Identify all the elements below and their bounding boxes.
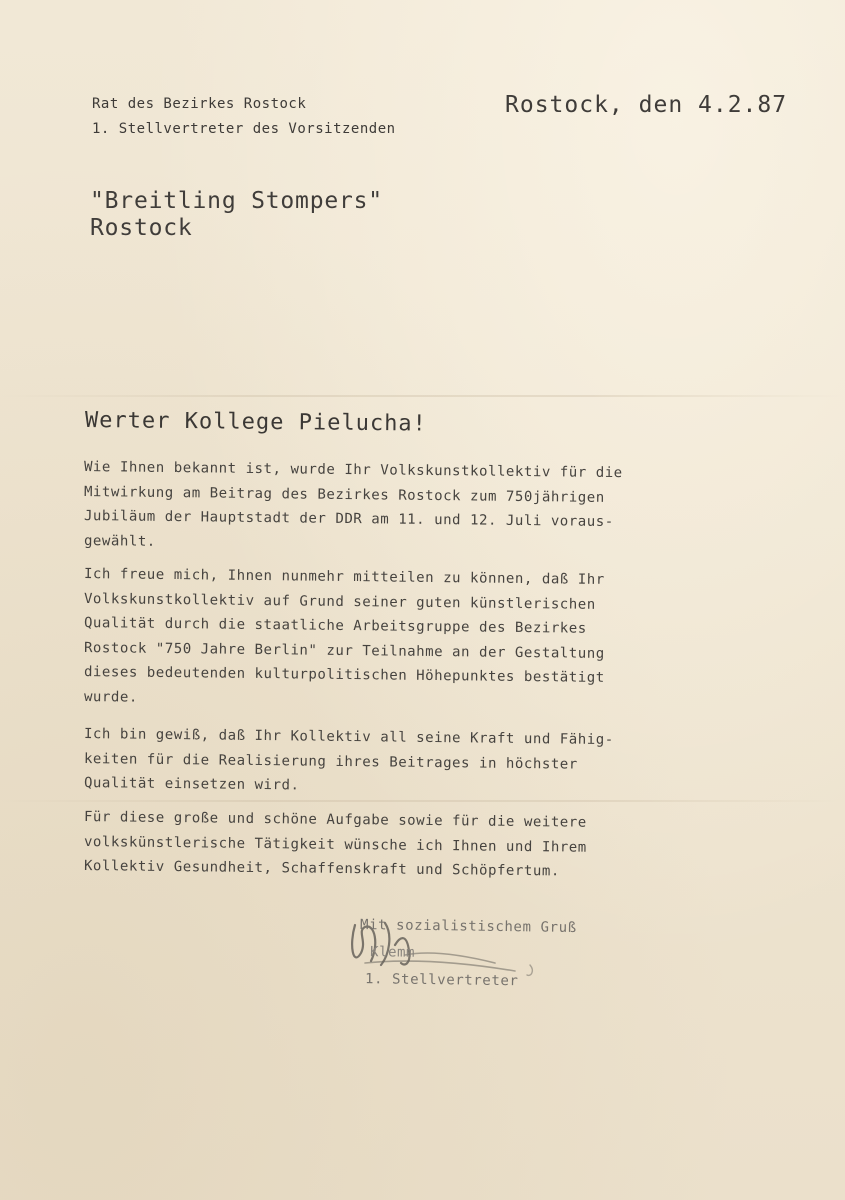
text-line: Für diese große und schöne Aufgabe sowie für die weitere <box>83 809 587 831</box>
paragraph-1 <box>84 455 724 553</box>
text-line: Volkskunstkollektiv auf Grund seiner guten künstlerischen <box>83 590 596 613</box>
salutation: Werter Kollege Pielucha! <box>84 408 428 437</box>
letter-date: Rostock, den 4.2.87 <box>505 92 788 118</box>
text-line: keiten für die Realisierung ihres Beitrages in höchster <box>83 750 578 773</box>
paragraph-3 <box>84 722 724 796</box>
signatory-role: 1. Stellvertreter <box>364 971 519 990</box>
recipient-city: Rostock <box>90 215 193 241</box>
sender-title: 1. Stellvertreter des Vorsitzenden <box>92 121 396 137</box>
text-line: Wie Ihnen bekannt ist, wurde Ihr Volkskunstkollektiv für die <box>83 459 623 482</box>
sender-organization: Rat des Bezirkes Rostock <box>92 96 307 112</box>
signatory-name: Klemm <box>369 944 416 961</box>
closing-block <box>360 912 577 993</box>
paper-fold <box>0 395 845 397</box>
text-line: Rostock "750 Jahre Berlin" zur Teilnahme an der Gestaltung <box>83 639 605 662</box>
text-line: Qualität einsetzen wird. <box>83 775 300 794</box>
text-line: Ich freue mich, Ihnen nunmehr mitteilen zu können, daß Ihr <box>83 566 605 588</box>
text-line: gewählt. <box>83 532 156 550</box>
text-line: dieses bedeutenden kulturpolitischen Höhepunktes bestätigt <box>83 664 605 686</box>
recipient-name: "Breitling Stompers" <box>90 188 383 214</box>
paragraph-2 <box>84 562 724 709</box>
text-line: wurde. <box>83 688 138 706</box>
sender-block <box>92 92 396 142</box>
text-line: Ich bin gewiß, daß Ihr Kollektiv all seine Kraft und Fähig- <box>83 726 614 749</box>
text-line: volkskünstlerische Tätigkeit wünsche ich Ihnen und Ihrem <box>83 833 587 856</box>
text-line: Jubiläum der Hauptstadt der DDR am 11. und 12. Juli voraus- <box>83 508 614 531</box>
text-line: Kollektiv Gesundheit, Schaffenskraft und Schöpfertum. <box>83 858 560 880</box>
paragraph-4 <box>84 805 724 879</box>
closing-greeting: Mit sozialistischem Gruß <box>359 917 577 937</box>
text-line: Mitwirkung am Beitrag des Bezirkes Rostock zum 750jährigen <box>83 483 605 506</box>
recipient-block <box>90 188 383 242</box>
text-line: Qualität durch die staatliche Arbeitsgruppe des Bezirkes <box>83 615 587 637</box>
